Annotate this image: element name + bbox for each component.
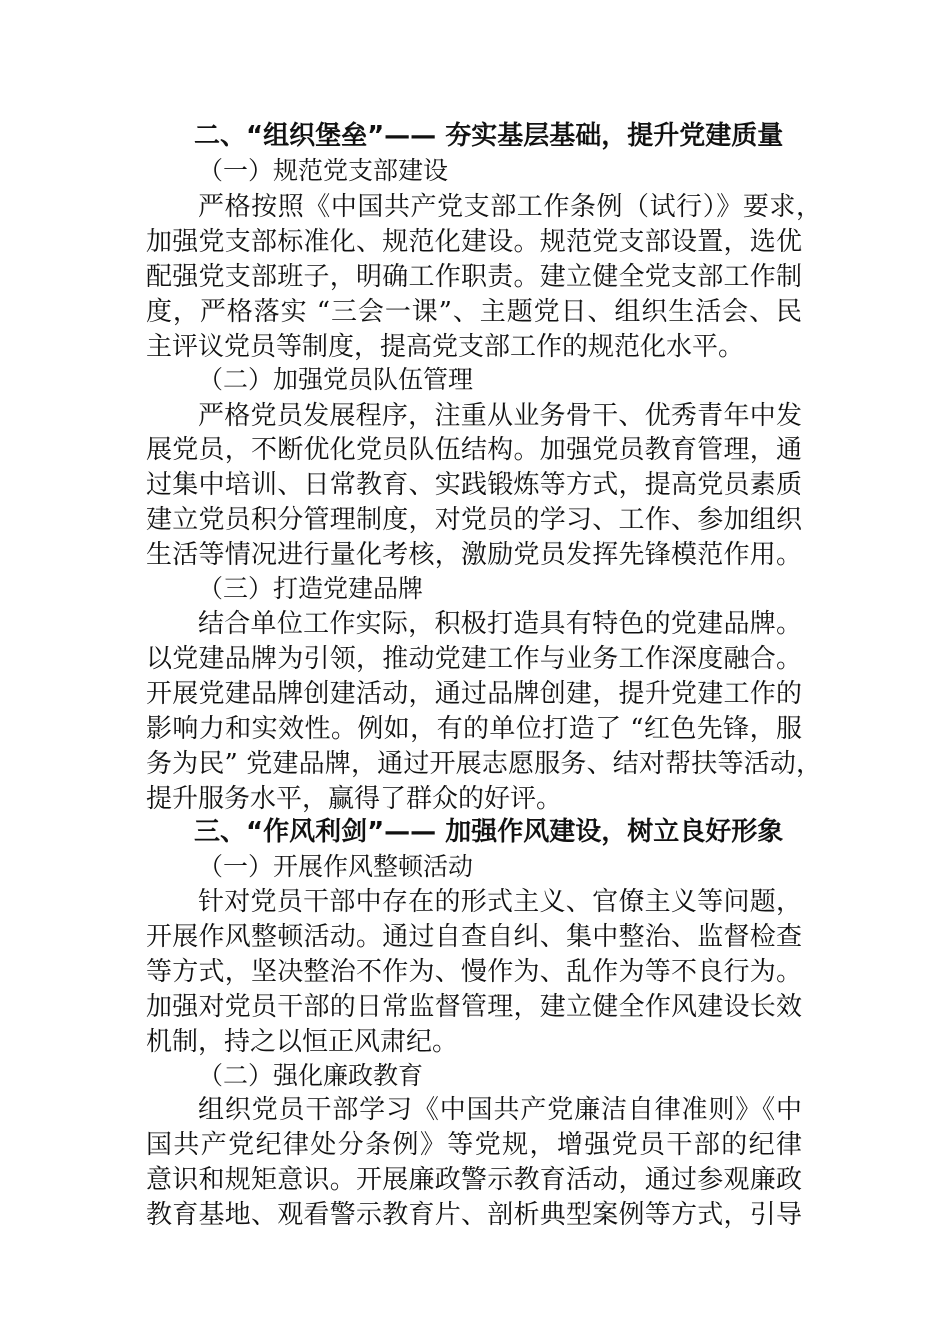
paragraph-line: 以党建品牌为引领，推动党建工作与业务工作深度融合。	[146, 644, 802, 674]
paragraph-line: 主评议党员等制度，提高党支部工作的规范化水平。	[146, 332, 745, 362]
paragraph-line: 针对党员干部中存在的形式主义、官僚主义等问题，	[198, 887, 802, 917]
paragraph-line: 加强对党员干部的日常监督管理，建立健全作风建设长效	[146, 992, 802, 1022]
paragraph-line: 配强党支部班子，明确工作职责。建立健全党支部工作制	[146, 262, 802, 292]
paragraph-line: 严格按照《中国共产党支部工作条例（试行）》要求，	[198, 192, 822, 222]
paragraph-line: 等方式，坚决整治不作为、慢作为、乱作为等不良行为。	[146, 957, 802, 987]
paragraph-line: 严格党员发展程序，注重从业务骨干、优秀青年中发	[198, 401, 802, 431]
subsection-title: （一）开展作风整顿活动	[198, 852, 474, 881]
section-heading: 二、“组织堡垒”—— 夯实基层基础，提升党建质量	[194, 121, 784, 151]
paragraph-line: 建立党员积分管理制度，对党员的学习、工作、参加组织	[146, 505, 802, 535]
paragraph-line: 影响力和实效性。例如，有的单位打造了 “红色先锋，服	[146, 714, 802, 744]
paragraph-line: 结合单位工作实际，积极打造具有特色的党建品牌。	[198, 609, 802, 639]
subsection-title: （二）强化廉政教育	[198, 1061, 424, 1090]
paragraph-line: 开展作风整顿活动。通过自查自纠、集中整治、监督检查	[146, 922, 802, 952]
section-heading: 三、“作风利剑”—— 加强作风建设，树立良好形象	[194, 817, 784, 847]
paragraph-line: 加强党支部标准化、规范化建设。规范党支部设置，选优	[146, 227, 802, 257]
paragraph-line: 展党员，不断优化党员队伍结构。加强党员教育管理，通	[146, 435, 802, 465]
subsection-title: （三）打造党建品牌	[198, 574, 424, 603]
paragraph-line: 组织党员干部学习《中国共产党廉洁自律准则》《中	[198, 1095, 802, 1125]
paragraph-line: 机制，持之以恒正风肃纪。	[146, 1027, 459, 1057]
paragraph-line: 意识和规矩意识。开展廉政警示教育活动，通过参观廉政	[146, 1165, 802, 1195]
paragraph-line: 过集中培训、日常教育、实践锻炼等方式，提高党员素质	[146, 470, 802, 500]
subsection-title: （二）加强党员队伍管理	[198, 365, 474, 394]
paragraph-line: 生活等情况进行量化考核，激励党员发挥先锋模范作用。	[146, 540, 802, 570]
paragraph-line: 度，严格落实 “三会一课”、主题党日、组织生活会、民	[146, 297, 802, 327]
paragraph-line: 提升服务水平，赢得了群众的好评。	[146, 784, 563, 814]
paragraph-line: 开展党建品牌创建活动，通过品牌创建，提升党建工作的	[146, 679, 802, 709]
paragraph-line: 教育基地、观看警示教育片、剖析典型案例等方式，引导	[146, 1200, 802, 1230]
subsection-title: （一）规范党支部建设	[198, 156, 449, 185]
paragraph-line: 务为民” 党建品牌，通过开展志愿服务、结对帮扶等活动，	[146, 749, 822, 779]
paragraph-line: 国共产党纪律处分条例》等党规，增强党员干部的纪律	[146, 1130, 802, 1160]
